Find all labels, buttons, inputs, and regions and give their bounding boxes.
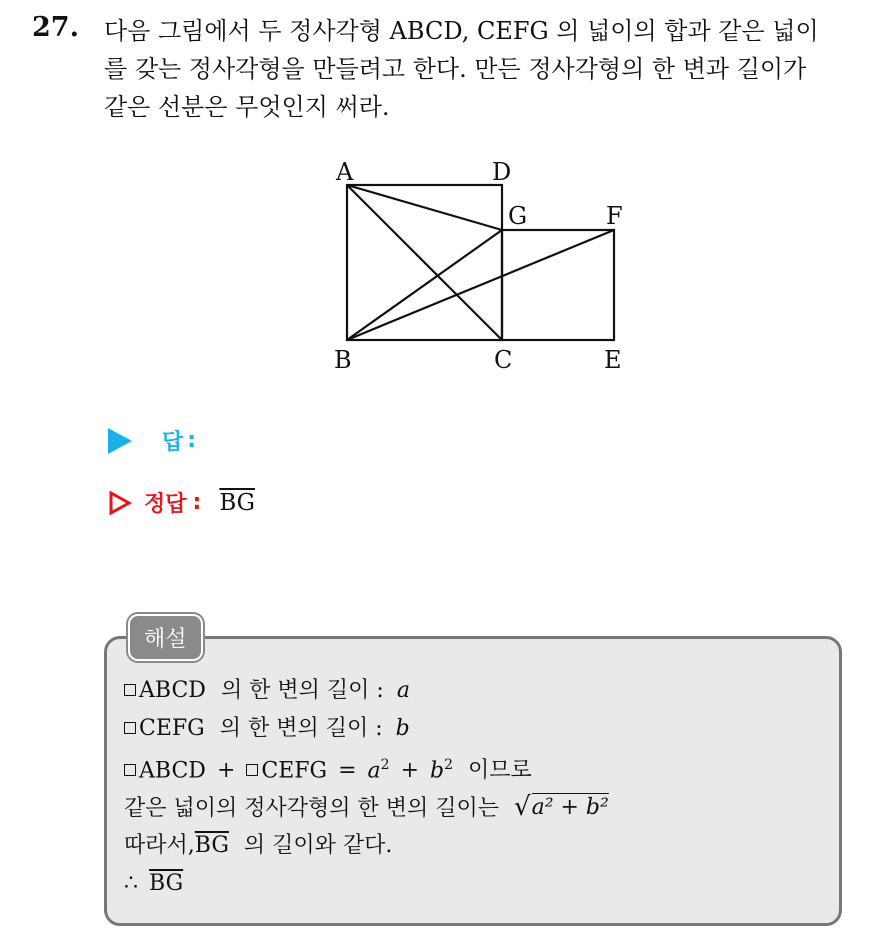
variable-b: b bbox=[395, 715, 410, 741]
square-icon bbox=[124, 722, 136, 734]
triangle-right-filled-icon bbox=[108, 428, 132, 454]
exponent: 2 bbox=[380, 757, 390, 773]
correct-colon: : bbox=[192, 490, 202, 515]
solution-lines bbox=[124, 672, 609, 902]
answer-label: 답 bbox=[162, 430, 184, 455]
solution-line-5 bbox=[124, 827, 609, 865]
label-b: B bbox=[334, 346, 352, 374]
solution-text: 이므로 bbox=[468, 758, 532, 784]
correct-answer-row bbox=[108, 487, 255, 518]
label-g: G bbox=[508, 202, 528, 230]
square-name: CEFG bbox=[261, 758, 328, 784]
label-e: E bbox=[604, 346, 622, 374]
plus-sign: + bbox=[400, 758, 420, 784]
solution-text: 의 길이와 같다. bbox=[243, 833, 393, 859]
label-a: A bbox=[336, 158, 354, 186]
solution-text: 같은 넓이의 정사각형의 한 변의 길이는 bbox=[124, 795, 499, 821]
label-d: D bbox=[492, 158, 512, 186]
square-cefg bbox=[502, 230, 614, 340]
answer-row bbox=[108, 425, 196, 456]
variable-a: a bbox=[396, 678, 410, 703]
square-icon bbox=[124, 684, 136, 696]
equals-sign: = bbox=[338, 758, 357, 784]
square-name: ABCD bbox=[139, 678, 206, 703]
triangle-right-outline-icon bbox=[108, 490, 132, 516]
solution-text: 따라서, bbox=[124, 833, 195, 859]
solution-tab: 해설 bbox=[128, 614, 203, 661]
solution-line-6 bbox=[124, 865, 609, 903]
solution-line-2 bbox=[124, 710, 609, 748]
label-c: C bbox=[494, 346, 513, 374]
segment-bg-label: $\overline{BG}$ bbox=[194, 833, 229, 859]
question-line: 를 갖는 정사각형을 만들려고 한다. 만든 정사각형의 한 변과 길이가 bbox=[104, 55, 807, 83]
plus-sign: + bbox=[216, 758, 236, 784]
sqrt-body: a² + b² bbox=[531, 794, 609, 820]
solution-line-4 bbox=[124, 790, 609, 828]
variable-a: a bbox=[367, 758, 381, 784]
square-name: ABCD bbox=[139, 758, 206, 784]
question-text bbox=[104, 12, 864, 126]
question-line: 다음 그림에서 두 정사각형 ABCD, CEFG 의 넓이의 합과 같은 넓이 bbox=[104, 17, 819, 45]
square-name: CEFG bbox=[139, 715, 205, 741]
correct-label: 정답 bbox=[144, 492, 187, 517]
variable-b: b bbox=[430, 758, 445, 784]
solution-text: 의 한 변의 길이 : bbox=[220, 678, 384, 703]
answer-colon: : bbox=[187, 428, 197, 453]
therefore-icon: ∴ bbox=[124, 870, 138, 896]
square-icon bbox=[246, 764, 258, 776]
solution-text: 의 한 변의 길이 : bbox=[219, 715, 383, 741]
label-f: F bbox=[606, 202, 623, 230]
solution-line-1 bbox=[124, 672, 609, 710]
sqrt-icon: √ bbox=[514, 791, 531, 822]
geometry-figure bbox=[320, 150, 640, 380]
segment-bg-label: $\overline{BG}$ bbox=[149, 870, 184, 896]
question-line: 같은 선분은 무엇인지 써라. bbox=[104, 93, 390, 121]
exponent: 2 bbox=[444, 757, 454, 773]
square-icon bbox=[124, 764, 136, 776]
solution-line-3 bbox=[124, 747, 609, 790]
sqrt-expression bbox=[514, 793, 609, 821]
correct-value: $\overline{BG}$ bbox=[219, 489, 256, 516]
question-number: 27. bbox=[32, 12, 79, 43]
